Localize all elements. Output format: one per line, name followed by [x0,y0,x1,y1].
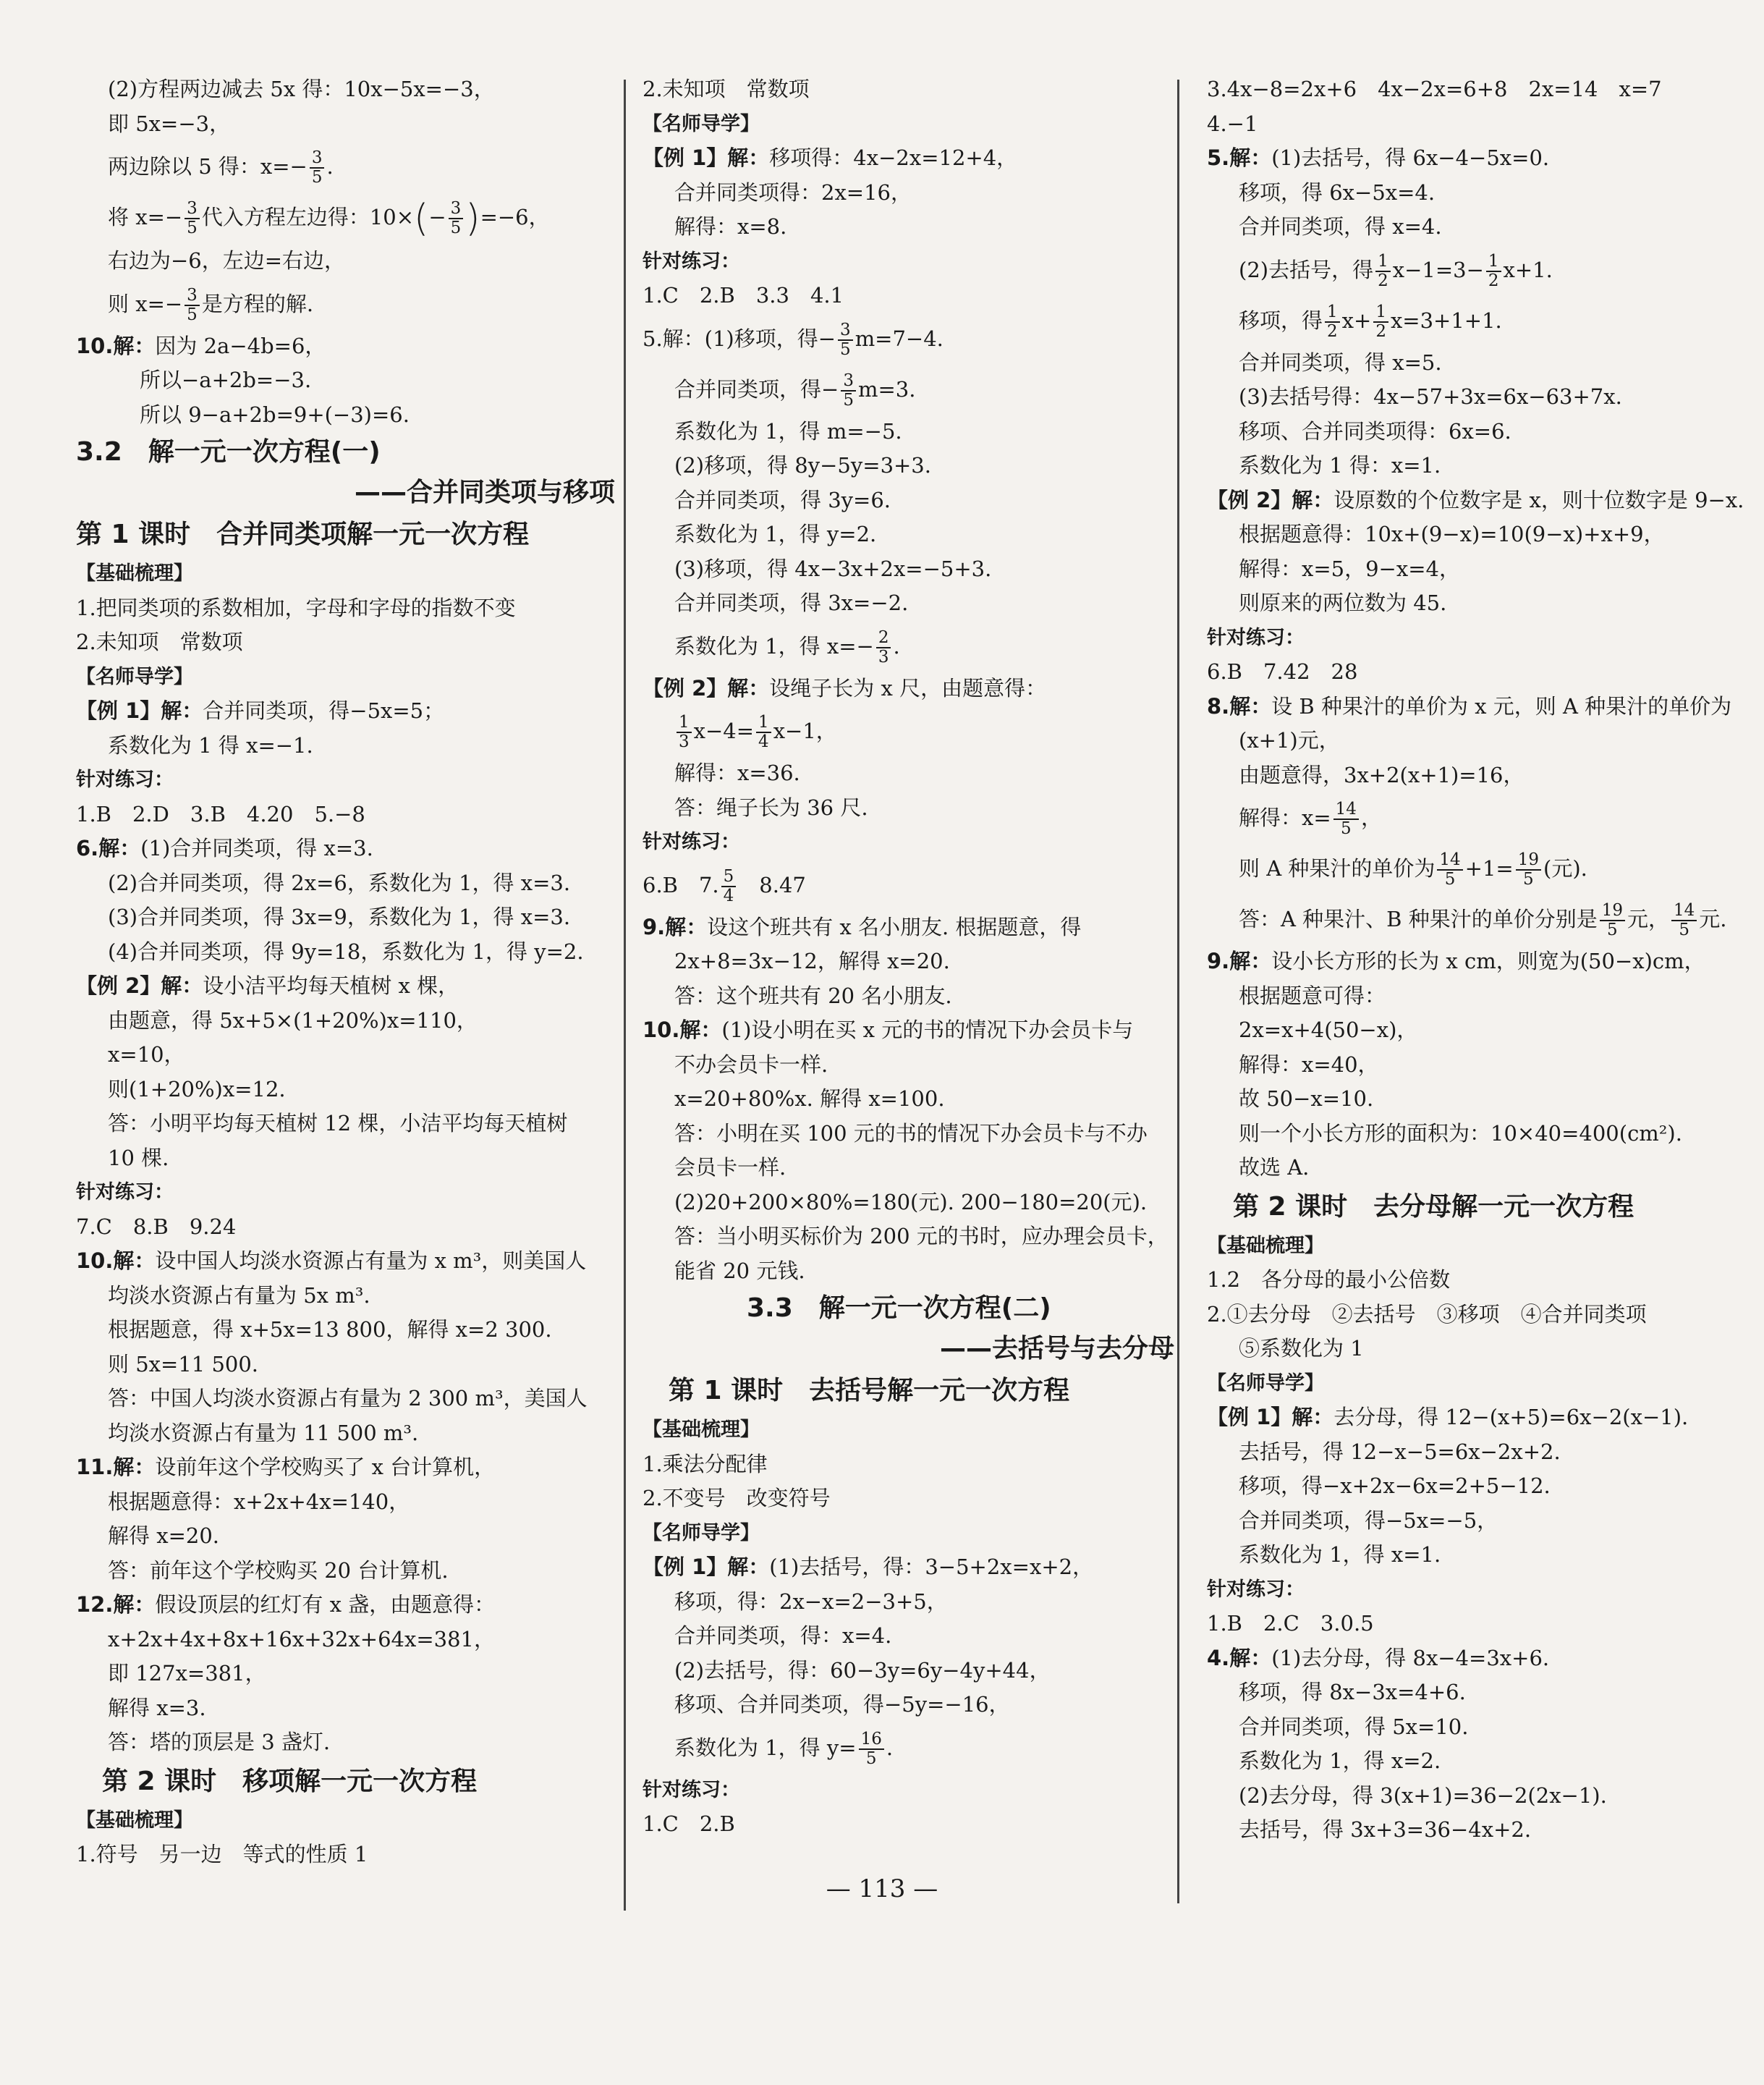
answer-line: 右边为−6，左边=右边， [108,248,346,273]
answer-line: 解得：x=5，9−x=4， [1239,556,1460,581]
column-middle [643,72,1174,1842]
fraction [1671,902,1697,939]
section-tag: 【基础梳理】 [76,562,193,585]
answer-line: 合并同类项，得：x=4. [674,1623,892,1648]
answer-line: 7.C 8.B 9.24 [76,1214,237,1239]
fraction [841,372,856,410]
answer-text: 设前年这个学校购买了 x 台计算机， [155,1455,496,1479]
answer-line: 2x=x+4(50−x)， [1239,1018,1418,1042]
text-run: x−4= [693,719,755,743]
answer-line [643,860,1174,910]
answer-text: 设 B 种果汁的单价为 x 元，则 A 种果汁的单价为 [1271,693,1732,719]
text-run: 两边除以 5 得：x=− [108,154,308,179]
fraction [1486,253,1501,290]
answer-text: (1)去括号，得 6x−4−5x=0. [1271,145,1550,170]
answer-line: 2.未知项 常数项 [76,630,243,654]
section-subtitle: ——合并同类项与移项 [354,478,615,507]
answer-text: (1)去括号，得：3−5+2x=x+2， [769,1555,1094,1579]
fraction-numerator: 3 [310,149,325,169]
fraction-numerator: 3 [838,321,853,341]
answer-line: 均淡水资源占有量为 5x m³. [108,1282,370,1308]
text-run: 则 x=− [108,291,183,316]
answer-line: 1.符号 另一边 等式的性质 1 [76,1842,368,1866]
answer-text: 设这个班共有 x 名小朋友. 根据题意，得 [707,914,1082,939]
fraction-denominator: 5 [865,1748,877,1768]
answer-line: 答：中国人均淡水资源占有量为 2 300 m³，美国人 [108,1386,588,1411]
fraction-numerator: 14 [1671,902,1697,921]
answer-line: 合并同类项，得−5x=−5， [1239,1507,1498,1533]
answer-line: 答：塔的顶层是 3 盏灯. [108,1730,331,1754]
answer-lead: 【例 2】解： [1207,487,1334,512]
answer-line: 2.①去分母 ②去括号 ③移项 ④合并同类项 [1207,1301,1647,1327]
answer-line: 移项，得：2x−x=2−3+5， [674,1589,948,1614]
text-run: 8.47 [738,872,806,897]
answer-text: 设原数的个位数字是 x，则十位数字是 9−x. [1333,487,1744,512]
paren: ) [465,197,480,240]
text-run: 答：A 种果汁、B 种果汁的单价分别是 [1239,907,1598,931]
section-subtitle: ——去括号与去分母 [939,1334,1174,1363]
column-right [1207,72,1742,1848]
fraction-denominator: 2 [1375,321,1386,341]
fraction-numerator: 19 [1600,902,1625,921]
answer-line: 解得 x=3. [108,1695,206,1720]
text-run: 系数化为 1，得 x=− [674,633,874,659]
fraction-denominator: 5 [187,219,198,237]
answer-line: 由题意，得 5x+5×(1+20%)x=110， [108,1007,478,1033]
answer-line: ⑤系数化为 1 [1239,1336,1364,1361]
answer-line: 3.4x−8=2x+6 4x−2x=6+8 2x=14 x=7 [1207,77,1662,101]
answer-line [643,1013,1174,1048]
fraction-numerator: 1 [1375,253,1391,272]
lesson-heading: 第 1 课时 去括号解一元一次方程 [643,1376,1070,1405]
fraction-denominator: 5 [840,339,851,359]
answer-lead: 5.解： [1207,145,1272,170]
answer-line [76,279,615,329]
answer-line [76,969,615,1004]
lesson-heading: 第 2 课时 去分母解一元一次方程 [1207,1191,1634,1222]
answer-line [76,832,615,866]
answer-line: (3)去括号得：4x−57+3x=6x−63+7x. [1239,384,1622,409]
fraction [310,149,325,187]
fraction [1437,851,1462,889]
answer-line: 答：前年这个学校购买 20 台计算机. [108,1557,449,1583]
fraction-denominator: 5 [1340,819,1352,838]
fraction-numerator: 19 [1516,851,1541,871]
text-run: 元. [1699,907,1727,931]
text-run: 代入方程左边得：10× [201,205,415,229]
answer-line [76,1244,615,1279]
answer-line: (2)方程两边减去 5x 得：10x−5x=−3， [108,77,495,101]
answer-line: 则原来的两位数为 45. [1239,591,1447,615]
lesson-heading: 第 1 课时 合并同类项解一元一次方程 [76,520,530,549]
answer-line [643,1550,1174,1585]
text-run: x+1. [1503,257,1553,282]
fraction-numerator: 1 [1373,303,1388,323]
answer-text: (1)设小明在买 x 元的书的情况下办会员卡与 [721,1018,1134,1042]
answer-line: x=20+80%x. 解得 x=100. [674,1086,945,1111]
answer-line [1207,1641,1742,1676]
fraction-numerator: 1 [1486,253,1501,272]
answer-line [643,621,1174,672]
answer-line [643,1722,1174,1773]
text-run: 是方程的解. [201,291,314,316]
fraction-denominator: 3 [878,647,889,667]
answer-line: 解得 x=20. [108,1523,219,1548]
answer-line: 解得：x=8. [674,214,787,239]
answer-text: 设小长方形的长为 x cm，则宽为(50−x)cm， [1271,949,1705,973]
answer-line: 根据题意可得： [1239,983,1386,1008]
fraction-numerator: 14 [1333,800,1359,820]
answer-line: 系数化为 1，得 y=2. [674,522,877,546]
answer-line: 根据题意，得 x+5x=13 800，解得 x=2 300. [108,1317,552,1342]
answer-text: 设小洁平均每天植树 x 棵， [203,973,459,998]
text-run: +1= [1464,856,1514,881]
answer-text: 移项得：4x−2x=12+4， [769,145,1018,170]
text-run: m=3. [857,376,916,402]
answer-line [1207,690,1742,724]
answer-line: 2x+8=3x−12，解得 x=20. [674,949,950,973]
answer-line: 系数化为 1 得：x=1. [1239,453,1441,478]
text-run: . [326,154,334,179]
answer-text: (1)合并同类项，得 x=3. [140,836,373,860]
answer-line: 1.乘法分配律 [643,1451,768,1476]
fraction-denominator: 5 [1523,870,1534,889]
fraction-numerator: 1 [677,714,692,733]
text-run: x=3+1+1. [1390,308,1502,333]
answer-line: 4.−1 [1207,111,1258,136]
section-tag: 【基础梳理】 [1207,1234,1324,1257]
answer-line: 2.未知项 常数项 [643,77,810,101]
answer-line: 能省 20 元钱. [674,1258,805,1283]
text-run: 则 A 种果汁的单价为 [1239,856,1436,881]
text-run: 元， [1627,907,1669,931]
answer-text: 假设顶层的红灯有 x 盏，由题意得： [155,1592,496,1617]
section-tag: 针对练习： [643,1778,740,1801]
answer-line: 答：小明在买 100 元的书的情况下办会员卡与不办 [674,1120,1148,1146]
answer-lead: 8.解： [1207,693,1272,719]
answer-line: 去括号，得 3x+3=36−4x+2. [1239,1817,1532,1842]
answer-line: 系数化为 1，得 x=1. [1239,1542,1441,1567]
fraction-numerator: 1 [1325,303,1340,323]
fraction [721,868,737,905]
answer-line: (2)20+200×80%=180(元). 200−180=20(元). [674,1189,1148,1214]
answer-line [76,1450,615,1485]
section-tag: 【名师导学】 [643,1521,760,1544]
text-run: . [886,1735,894,1760]
answer-line: 答：绳子长为 36 尺. [674,795,868,820]
answer-line [76,1588,615,1623]
answer-line: (2)移项，得 8y−5y=3+3. [674,453,931,478]
answer-line: 会员卡一样. [674,1155,786,1180]
fraction [185,287,200,324]
answer-line: 由题意得，3x+2(x+1)=16， [1239,762,1525,787]
answer-lead: 12.解： [76,1592,156,1617]
fraction [859,1730,884,1768]
answer-line [1207,141,1742,176]
answer-lead: 10.解： [643,1018,722,1042]
answer-line: (2)去括号，得：60−3y=6y−4y+44， [674,1657,1051,1683]
fraction-numerator: 16 [859,1730,884,1750]
answer-lead: 【例 1】解： [643,145,770,170]
answer-line: 10 棵. [108,1145,169,1170]
answer-line [1207,483,1742,518]
fraction-numerator: 3 [185,200,200,219]
answer-lead: 11.解： [76,1455,156,1479]
answer-line: 答：当小明买标价为 200 元的书时，应办理会员卡， [674,1224,1169,1248]
answer-line: 系数化为 1 得 x=−1. [108,732,313,758]
answer-line [76,329,615,364]
fraction [449,200,464,237]
text-run: x−1=3− [1392,257,1484,282]
answer-line: 则 5x=11 500. [108,1351,259,1376]
fraction-denominator: 5 [311,168,323,187]
section-heading: 3.3 解一元一次方程(二) [643,1293,1051,1323]
answer-line: (3)合并同类项，得 3x=9，系数化为 1，得 x=3. [108,905,571,929]
fraction [1325,303,1340,341]
section-tag: 针对练习： [76,769,174,791]
answer-line: 故选 A. [1239,1155,1310,1180]
section-tag: 针对练习： [643,831,740,853]
section-tag: 针对练习： [643,250,740,273]
text-run: =−6， [480,205,550,229]
answer-line [76,694,615,729]
fraction-denominator: 2 [1488,271,1499,290]
fraction-denominator: 2 [1378,271,1388,290]
answer-line: 故 50−x=10. [1239,1086,1374,1111]
column-left [76,72,615,1872]
answer-line: 系数化为 1，得 x=2. [1239,1748,1441,1773]
answer-lead: 10.解： [76,1248,156,1273]
answer-lead: 【例 1】解： [1207,1405,1334,1429]
text-run: 合并同类项，得− [674,376,839,402]
answer-line: 移项、合并同类项，得−5y=−16， [674,1692,1010,1717]
text-run: (2)去括号，得 [1239,257,1374,282]
fraction-denominator: 4 [723,886,734,905]
text-run: 6.B 7. [643,872,719,897]
answer-line: 系数化为 1，得 m=−5. [674,418,902,444]
fraction [1373,303,1388,341]
answer-line: 合并同类项，得 3y=6. [674,487,891,512]
answer-line: 合并同类项，得 5x=10. [1239,1714,1469,1739]
text-run: . [893,633,900,659]
text-run: 将 x=− [108,205,183,229]
answer-line: 1.2 各分母的最小公倍数 [1207,1267,1451,1292]
page-number: — 113 — [826,1874,938,1903]
text-run: x+ [1341,308,1372,333]
answer-line: 即 5x=−3， [108,111,231,136]
answer-line: 合并同类项，得 x=5. [1239,350,1442,375]
answer-line: (3)移项，得 4x−3x+2x=−5+3. [674,556,992,581]
fraction [838,321,853,359]
text-run: ， [1360,805,1382,830]
answer-text: (1)去分母，得 8x−4=3x+6. [1271,1645,1550,1670]
section-heading: 3.2 解一元一次方程(一) [76,437,381,467]
text-run: (元). [1543,856,1587,881]
fraction-denominator: 4 [758,732,769,751]
answer-text: 设中国人均淡水资源占有量为 x m³，则美国人 [155,1248,587,1273]
answer-line: 合并同类项，得 3x=−2. [674,591,909,615]
answer-line [76,192,615,244]
section-tag: 【基础梳理】 [643,1418,760,1441]
section-tag: 【名师导学】 [1207,1371,1324,1395]
fraction-denominator: 5 [187,305,198,324]
answer-line [1207,1400,1742,1435]
answer-line: 则(1+20%)x=12. [108,1076,286,1101]
answer-lead: 【例 1】解： [76,698,203,723]
text-run: x−1， [773,719,837,743]
fraction-numerator: 5 [721,868,737,887]
answer-lead: 9.解： [1207,949,1272,973]
answer-line [643,672,1174,706]
answer-text: 设绳子长为 x 尺，由题意得： [769,675,1047,701]
answer-line: 去括号，得 12−x−5=6x−2x+2. [1239,1439,1561,1464]
section-tag: 针对练习： [1207,626,1305,649]
answer-line: 解得：x=36. [674,761,800,785]
answer-line [643,910,1174,945]
answer-line: 移项，得 6x−5x=4. [1239,179,1436,205]
fraction [756,714,771,751]
answer-lead: 【例 2】解： [76,973,203,998]
answer-lead: 【例 1】解： [643,1555,770,1579]
answer-line [1207,944,1742,979]
answer-line [643,364,1174,415]
answer-lead: 10.解： [76,333,156,358]
section-tag: 针对练习： [76,1181,174,1204]
fraction-denominator: 5 [1607,921,1618,939]
answer-line: 1.C 2.B [643,1811,735,1836]
fraction [1516,851,1541,889]
answer-line: (2)合并同类项，得 2x=6，系数化为 1，得 x=3. [108,870,571,895]
answer-line: 解得：x=40， [1239,1052,1379,1077]
fraction-denominator: 2 [1327,321,1338,341]
answer-line: 合并同类项，得 x=4. [1239,214,1442,239]
fraction-denominator: 5 [450,219,462,237]
column-divider-2 [1177,80,1179,1903]
fraction-numerator: 14 [1437,851,1462,871]
answer-line: 则一个小长方形的面积为：10×40=400(cm²). [1239,1120,1682,1146]
text-run: 5.解：(1)移项，得− [643,326,836,351]
text-run: 移项，得 [1239,308,1323,333]
answer-line: 1.把同类项的系数相加，字母和字母的指数不变 [76,595,516,620]
fraction [1600,902,1625,939]
answer-line: 所以−a+2b=−3. [140,368,312,392]
answer-lead: 6.解： [76,836,141,860]
fraction-numerator: 3 [185,287,200,306]
answer-line: 1.B 2.C 3.0.5 [1207,1611,1374,1636]
answer-line: 所以 9−a+2b=9+(−3)=6. [140,402,410,427]
paren: ( [414,197,429,240]
answer-line: (2)去分母，得 3(x+1)=36−2(2x−1). [1239,1782,1607,1808]
fraction-denominator: 5 [843,390,854,410]
answer-line: 即 127x=381， [108,1661,266,1686]
section-tag: 【名师导学】 [643,112,760,135]
text-run: 系数化为 1，得 y= [674,1735,857,1760]
answer-line: 1.C 2.B 3.3 4.1 [643,283,844,308]
section-tag: 针对练习： [1207,1578,1305,1601]
fraction [876,629,891,667]
answer-line [1207,245,1742,295]
answer-line: 合并同类项得：2x=16， [674,179,912,205]
text-run: − [428,205,446,229]
answer-line: 1.B 2.D 3.B 4.20 5.−8 [76,801,365,826]
answer-text: 去分母，得 12−(x+5)=6x−2(x−1). [1333,1405,1689,1429]
answer-line [1207,295,1742,346]
fraction [677,714,692,751]
fraction-numerator: 3 [449,200,464,219]
column-divider-1 [624,80,626,1911]
answer-text: 因为 2a−4b=6， [155,333,326,358]
answer-line: x+2x+4x+8x+16x+32x+64x=381， [108,1626,495,1651]
answer-line: 2.不变号 改变符号 [643,1486,831,1510]
fraction-denominator: 3 [679,732,690,751]
text-run: 解得：x= [1239,805,1331,830]
answer-line: 不办会员卡一样. [674,1052,828,1077]
answer-lead: 9.解： [643,914,708,939]
answer-text: 合并同类项，得−5x=5； [203,698,445,723]
answer-line: x=10， [108,1042,185,1067]
answer-line: 根据题意得：10x+(9−x)=10(9−x)+x+9， [1239,522,1665,546]
answer-line [1207,894,1742,944]
answer-line: 移项，得−x+2x−6x=2+5−12. [1239,1473,1551,1498]
answer-line: 答：这个班共有 20 名小朋友. [674,983,952,1008]
fraction [1375,253,1391,290]
answer-line [643,141,1174,176]
fraction-numerator: 1 [756,714,771,733]
fraction-denominator: 5 [1679,921,1689,939]
answer-lead: 【例 2】解： [643,675,770,701]
section-tag: 【名师导学】 [76,665,193,688]
answer-line: 答：小明平均每天植树 12 棵，小洁平均每天植树 [108,1111,568,1135]
answer-line: 均淡水资源占有量为 11 500 m³. [108,1420,419,1445]
text-run: m=7−4. [855,326,944,351]
fraction-numerator: 2 [876,629,891,648]
answer-line: 移项、合并同类项得：6x=6. [1239,418,1511,444]
fraction [185,200,200,237]
fraction-denominator: 5 [1444,870,1456,889]
answer-line [643,706,1174,756]
answer-line: 6.B 7.42 28 [1207,659,1358,684]
answer-lead: 4.解： [1207,1645,1272,1670]
answer-line [1207,843,1742,894]
answer-line [643,313,1174,364]
answer-line [76,141,615,192]
section-tag: 【基础梳理】 [76,1809,193,1832]
fraction-numerator: 3 [841,372,856,392]
answer-line: 移项，得 8x−3x=4+6. [1239,1680,1466,1704]
fraction [1333,800,1359,838]
answer-line: (x+1)元， [1239,728,1340,753]
answer-line: (4)合并同类项，得 9y=18，系数化为 1，得 y=2. [108,939,584,964]
answer-line [1207,792,1742,843]
answer-line: 根据题意得：x+2x+4x=140， [108,1489,410,1514]
lesson-heading: 第 2 课时 移项解一元一次方程 [76,1766,478,1796]
